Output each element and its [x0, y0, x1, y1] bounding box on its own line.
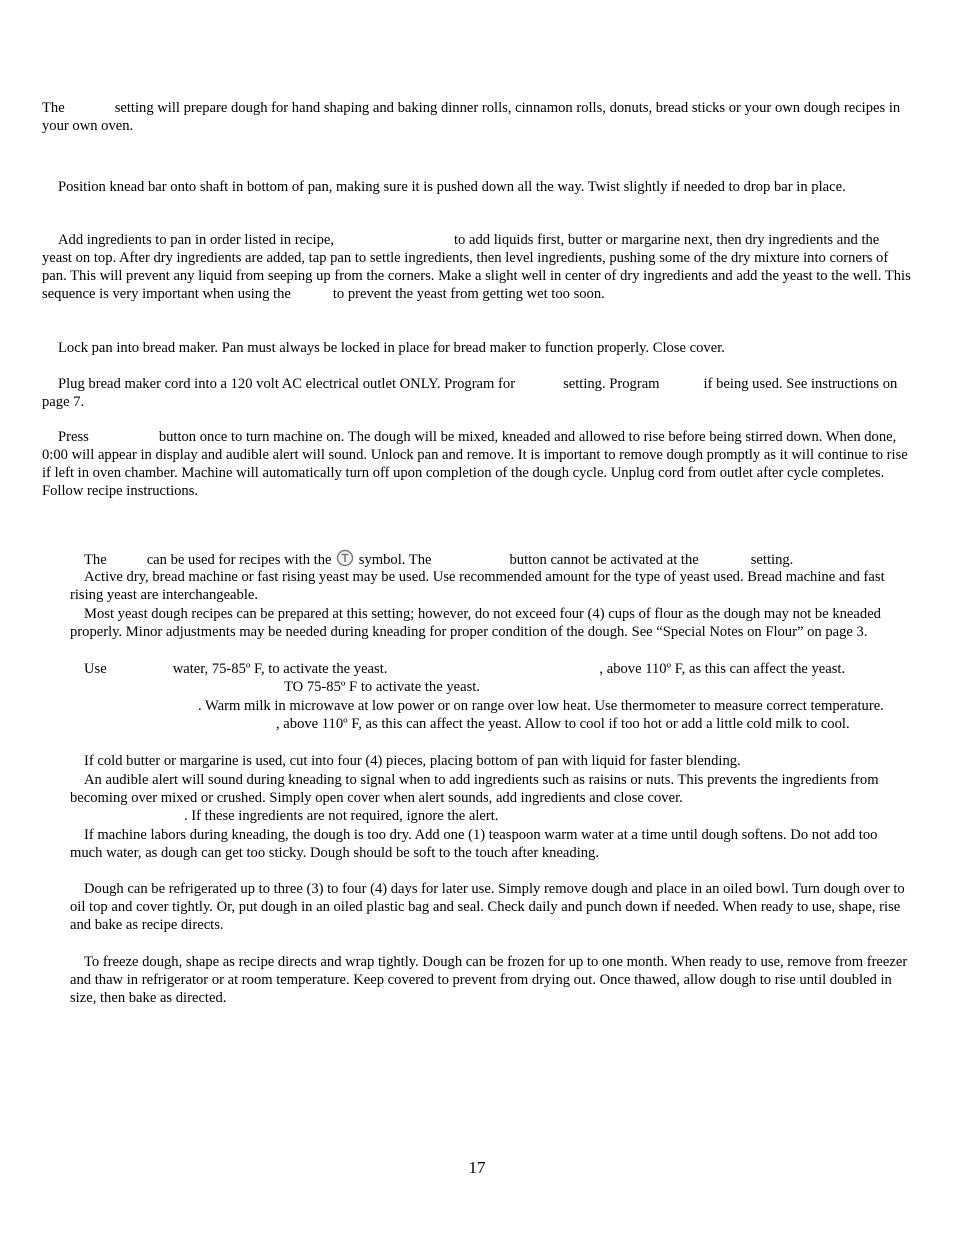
refrigerate-paragraph	[70, 880, 912, 934]
step-4-text-c: if being used. See instructions on page 7.	[42, 376, 898, 410]
step-2-text-c: to prevent the yeast from getting wet too soon.	[332, 286, 605, 302]
tip-7	[70, 771, 912, 825]
tip-1-text-d: button cannot be activated at the	[509, 552, 699, 568]
tip-8-text: If machine labors during kneading, the dough is too dry. Add one (1) teaspoon warm water at a time until dough softens. Do not add too much water, as dough can get too sticky. Dough should be soft to the touch after kneading.	[70, 827, 878, 861]
tip-2	[70, 568, 912, 604]
refrigerate-text: Dough can be refrigerated up to three (3) to four (4) days for later use. Simply remove dough and place in an oiled bowl. Turn dough over to oil top and cover tightly. Or, put dough in an oiled plastic bag and seal. Check daily and punch down if needed. When ready to use, shape, rise and bake as recipe directs.	[70, 881, 905, 933]
step-1	[42, 178, 912, 196]
tip-4-text-a: Use	[84, 661, 107, 677]
step-5-text-a: Press	[58, 429, 89, 445]
intro-text-a: The	[42, 100, 65, 116]
step-2-text-a: Add ingredients to pan in order listed in recipe,	[58, 232, 334, 248]
tip-7-text-b: . If these ingredients are not required, ignore the alert.	[184, 808, 499, 824]
step-2-text-b: to add liquids first, butter or margarine next, then dry ingredients and the yeast on top. After dry ingredients are added, tap pan to settle ingredients, then level ingredients, pushing some of the dry mixture into corners of pan. This will prevent any liquid from seeping up from the corners. Make a slight well in center of dry ingredients and add the yeast to the well. This sequence is very important when using the	[42, 232, 911, 302]
freeze-text: To freeze dough, shape as recipe directs and wrap tightly. Dough can be frozen for up to one month. When ready to use, remove from freezer and thaw in refrigerator or at room temperature. Keep covered to prevent from drying out. Once thawed, allow dough to rise until doubled in size, then bake as directed.	[70, 954, 908, 1006]
tip-8	[70, 826, 912, 862]
freeze-paragraph	[70, 953, 912, 1007]
tip-5-text-b: , above 110º F, as this can affect the yeast. Allow to cool if too hot or add a little cold milk to cool.	[276, 716, 850, 732]
step-4-text-b: setting. Program	[563, 376, 660, 392]
step-3-text: Lock pan into bread maker. Pan must always be locked in place for bread maker to function properly. Close cover.	[58, 340, 725, 356]
tip-2-text: Active dry, bread machine or fast rising yeast may be used. Use recommended amount for the type of yeast used. Bread machine and fast rising yeast are interchangeable.	[70, 569, 885, 603]
step-3	[42, 339, 912, 357]
tip-1-text-a: The	[84, 552, 107, 568]
tip-7-text-a: An audible alert will sound during kneading to signal when to add ingredients such as raisins or nuts. This prevents the ingredients from becoming over mixed or crushed. Simply open cover when alert sounds, add ingredients and close cover.	[70, 772, 879, 806]
step-1-text: Position knead bar onto shaft in bottom of pan, making sure it is pushed down all the way. Twist slightly if needed to drop bar in place.	[58, 179, 846, 195]
tip-1-text-e: setting.	[750, 552, 794, 568]
tip-6	[70, 752, 912, 770]
page-number: 17	[468, 1158, 486, 1177]
tip-5	[70, 697, 912, 733]
tip-1-text-b: can be used for recipes with the	[146, 552, 332, 568]
step-2	[42, 231, 912, 303]
tip-5-text-a: . Warm milk in microwave at low power or on range over low heat. Use thermometer to measure correct temperature.	[198, 698, 884, 714]
tip-4-text-b: water, 75-85º F, to activate the yeast.	[172, 661, 388, 677]
tip-4-text-c: , above 110º F, as this can affect the yeast.	[599, 661, 846, 677]
tip-1	[70, 549, 912, 569]
tip-4-text-d: TO 75-85º F to activate the yeast.	[284, 679, 480, 695]
step-4-text-a: Plug bread maker cord into a 120 volt AC electrical outlet ONLY. Program for	[58, 376, 516, 392]
step-4	[42, 375, 912, 411]
intro-paragraph	[42, 99, 912, 135]
tip-4	[70, 660, 912, 696]
tip-3-text: Most yeast dough recipes can be prepared at this setting; however, do not exceed four (4) cups of flour as the dough may not be kneaded properly. Minor adjustments may be needed during kneading for proper condition of the dough. See “Special Notes on Flour” on page 3.	[70, 606, 881, 640]
timer-t-icon	[336, 549, 354, 567]
step-5-text-b: button once to turn machine on. The dough will be mixed, kneaded and allowed to rise before being stirred down. When done, 0:00 will appear in display and audible alert will sound. Unlock pan and remove. It is important to remove dough promptly as it will continue to rise if left in oven chamber. Machine will automatically turn off upon completion of the dough cycle. Unplug cord from outlet after cycle completes. Follow recipe instructions.	[42, 429, 908, 499]
step-5	[42, 428, 912, 500]
tip-6-text: If cold butter or margarine is used, cut into four (4) pieces, placing bottom of pan with liquid for faster blending.	[84, 753, 741, 769]
tip-3	[70, 605, 912, 641]
tip-1-text-c: symbol. The	[358, 552, 432, 568]
intro-text-b: setting will prepare dough for hand shaping and baking dinner rolls, cinnamon rolls, donuts, bread sticks or your own dough recipes in your own oven.	[42, 100, 901, 134]
